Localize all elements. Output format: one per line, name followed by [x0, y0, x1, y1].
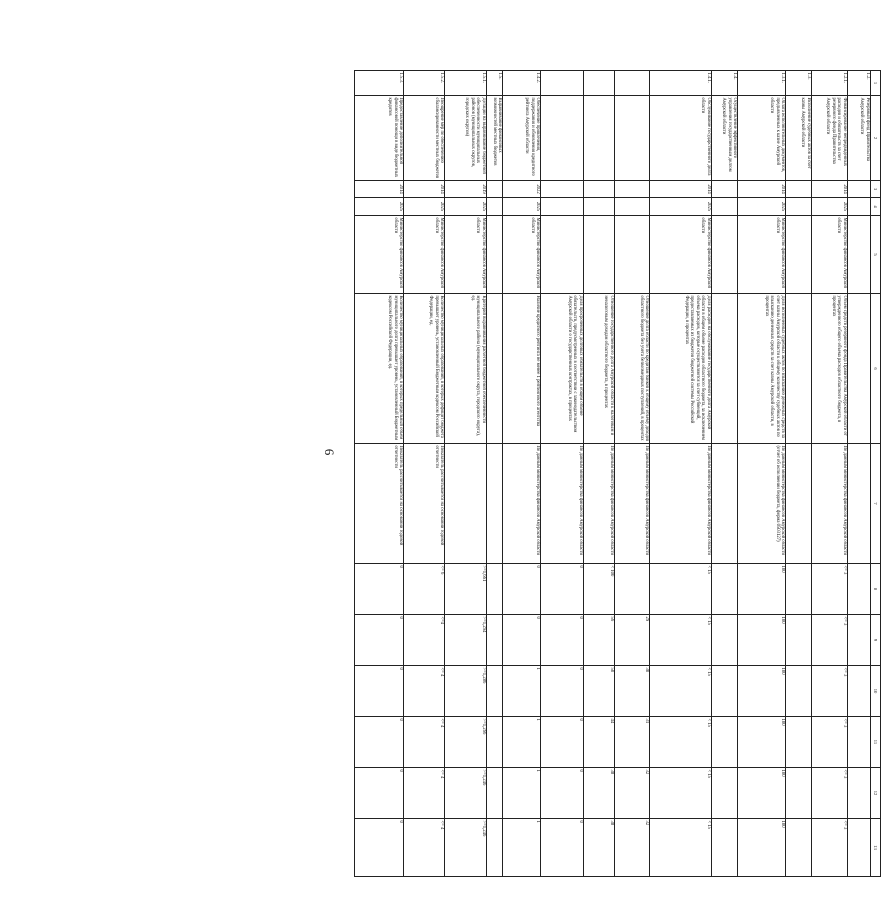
- start-year: [847, 181, 870, 198]
- start-year: [786, 181, 812, 198]
- column-number: 9: [870, 615, 880, 666]
- indicators-table-wrap: [354, 70, 881, 876]
- indicator-value: [711, 666, 738, 717]
- indicator-value: <= 4: [404, 717, 445, 768]
- indicator-value: [711, 615, 738, 666]
- column-number-row: [870, 71, 880, 877]
- item-number: 1.4.2.: [503, 71, 541, 96]
- item-number: [583, 71, 614, 96]
- indicator-name: [486, 294, 503, 444]
- start-year: [614, 181, 650, 198]
- end-year: 2025: [503, 198, 541, 216]
- indicator-value: <= 3: [811, 768, 847, 819]
- column-number: 5: [870, 216, 880, 294]
- activity-name: [541, 96, 583, 181]
- indicator-value: 0: [541, 717, 583, 768]
- end-year: 2025: [811, 198, 847, 216]
- indicator-value: [786, 615, 812, 666]
- table-row: [847, 71, 870, 877]
- indicator-value: 50: [583, 666, 614, 717]
- end-year: [486, 198, 503, 216]
- column-number: 10: [870, 666, 880, 717]
- responsible-executor: Министерство финансов Амурской области: [355, 216, 404, 294]
- indicator-value: [711, 717, 738, 768]
- indicator-value: 100: [738, 717, 786, 768]
- data-source: [486, 444, 503, 564]
- indicator-value: 1: [503, 717, 541, 768]
- activity-name: [583, 96, 614, 181]
- start-year: 2019: [445, 181, 486, 198]
- indicator-value: < 100: [583, 564, 614, 615]
- indicator-value: <= 4: [404, 768, 445, 819]
- indicator-value: >=1,266: [445, 717, 486, 768]
- start-year: [486, 181, 503, 198]
- indicator-name: Отношение долга области по кредитам банков к общему объему доходов областного бюджета без учета безвозмездных поступлений, в процентах: [614, 294, 650, 444]
- end-year: [711, 198, 738, 216]
- indicator-value: 100: [738, 615, 786, 666]
- indicator-value: 1: [503, 666, 541, 717]
- responsible-executor: [486, 216, 503, 294]
- indicator-value: 31: [614, 717, 650, 768]
- indicator-value: <= 6: [404, 564, 445, 615]
- item-number: 1.3.1.: [738, 71, 786, 96]
- indicator-value: < 15: [650, 615, 711, 666]
- indicator-value: 1: [503, 768, 541, 819]
- activity-name: Осуществление эффективного управления государственным долгом Амурской области: [711, 96, 738, 181]
- indicator-value: [786, 564, 812, 615]
- item-number: 1.5.: [486, 71, 503, 96]
- data-source: По данным министерства финансов Амурской области: [811, 444, 847, 564]
- indicator-value: [486, 717, 503, 768]
- activity-name: Оплата исполнительных документов, предъявленных к казне Амурской области: [738, 96, 786, 181]
- indicator-value: < 15: [650, 819, 711, 877]
- data-source: [847, 444, 870, 564]
- responsible-executor: [583, 216, 614, 294]
- indicator-value: 0: [541, 564, 583, 615]
- data-source: Показатель рассчитывается на основании годовой отчетности: [404, 444, 445, 564]
- indicator-name: [847, 294, 870, 444]
- end-year: [786, 198, 812, 216]
- column-number: 2: [870, 96, 880, 181]
- indicator-value: >=1,286: [445, 666, 486, 717]
- indicator-value: < 15: [650, 768, 711, 819]
- indicator-value: <= 3: [811, 819, 847, 877]
- indicator-value: [486, 615, 503, 666]
- column-number: 3: [870, 181, 880, 198]
- indicator-value: 0: [355, 564, 404, 615]
- item-number: 1.4.: [711, 71, 738, 96]
- item-number: 1.3.: [786, 71, 812, 96]
- end-year: 2025: [650, 198, 711, 216]
- activity-name: Предоставление дополнительной финансовой помощи в виде бюджетных кредитов: [355, 96, 404, 181]
- table-row: [811, 71, 847, 877]
- indicator-value: 0: [503, 615, 541, 666]
- table-row: [711, 71, 738, 877]
- indicator-value: 0: [355, 768, 404, 819]
- responsible-executor: [614, 216, 650, 294]
- data-source: По данным министерства финансов Амурской области: [650, 444, 711, 564]
- indicator-value: <= 3: [811, 666, 847, 717]
- indicator-name: Наличие кредитного рейтинга не менее 1 рейтингового агентства: [503, 294, 541, 444]
- indicator-value: < 15: [650, 564, 711, 615]
- indicator-value: 0: [541, 666, 583, 717]
- column-number: 12: [870, 768, 880, 819]
- column-number: 11: [870, 717, 880, 768]
- indicator-value: <=4: [404, 615, 445, 666]
- start-year: 2014: [738, 181, 786, 198]
- end-year: 2025: [738, 198, 786, 216]
- column-number: 8: [870, 564, 880, 615]
- column-number: 1: [870, 71, 880, 96]
- indicator-name: [786, 294, 812, 444]
- activity-name: Обеспечение привлечения, поддержания и обновления кредитного рейтинга Амурской области: [503, 96, 541, 181]
- indicator-name: Количество муниципальных образований, в которых предельный объем муниципального долга превышает уровень, установленный Бюджетным кодексом Российской Федерации, ед.: [355, 294, 404, 444]
- indicator-value: 0: [503, 564, 541, 615]
- indicator-value: [711, 819, 738, 877]
- indicator-value: 0: [355, 717, 404, 768]
- end-year: [614, 198, 650, 216]
- indicator-value: [786, 717, 812, 768]
- start-year: [541, 181, 583, 198]
- indicator-value: 30: [614, 666, 650, 717]
- indicator-value: 1: [503, 819, 541, 877]
- table-row: [541, 71, 583, 877]
- column-number: 4: [870, 198, 880, 216]
- item-number: 1.5.2.: [404, 71, 445, 96]
- data-source: [711, 444, 738, 564]
- item-number: 1.2.1.: [811, 71, 847, 96]
- table-row: [583, 71, 614, 877]
- end-year: [583, 198, 614, 216]
- start-year: 2014: [650, 181, 711, 198]
- indicator-value: [711, 564, 738, 615]
- indicator-name: Объем средств резервного фонда Правительства Амурской области от утвержденного общего объема расходов областного бюджета, в процентах: [811, 294, 847, 444]
- end-year: [541, 198, 583, 216]
- responsible-executor: Министерство финансов Амурской области: [650, 216, 711, 294]
- indicator-name: Доля просроченных долговых обязательств в общем объеме обязательств, предусмотренных в соответствии с законодательством Амурской области о государственных контрактах, в процентах: [541, 294, 583, 444]
- indicator-value: >=1,246: [445, 768, 486, 819]
- indicator-value: 0: [541, 615, 583, 666]
- table-row: [445, 71, 486, 877]
- data-source: Показатель рассчитывается на основании годовой отчетности: [355, 444, 404, 564]
- indicator-value: 32: [614, 768, 650, 819]
- activity-name: Выравнивание финансовых возможностей местных бюджетов: [486, 96, 503, 181]
- activity-name: Резервный фонд Правительства Амурской области: [847, 96, 870, 181]
- item-number: 1.2.: [847, 71, 870, 96]
- responsible-executor: Министерство финансов Амурской области: [811, 216, 847, 294]
- responsible-executor: [786, 216, 812, 294]
- indicator-name: Количество муниципальных образований, в которых дефицит бюджета превышает уровень, установленный Бюджетным кодексом Российской Федерации, ед.: [404, 294, 445, 444]
- indicator-value: 44: [583, 717, 614, 768]
- indicator-value: >=1,661: [445, 564, 486, 615]
- activity-name: Поощрение мер по обеспечению сбалансированности местных бюджетов: [404, 96, 445, 181]
- indicator-value: 0: [541, 768, 583, 819]
- indicator-value: [486, 564, 503, 615]
- indicator-value: [847, 768, 870, 819]
- data-source: По данным министерства финансов Амурской области: [614, 444, 650, 564]
- start-year: 2014: [355, 181, 404, 198]
- indicator-value: <= 3: [811, 717, 847, 768]
- table-row: [650, 71, 711, 877]
- table-row: [786, 71, 812, 877]
- indicator-value: [486, 666, 503, 717]
- indicator-value: [786, 819, 812, 877]
- activity-name: Исполнение судебных актов за счет казны Амурской области: [786, 96, 812, 181]
- data-source: По данным министерства финансов Амурской области: [503, 444, 541, 564]
- indicator-value: [786, 666, 812, 717]
- indicator-value: <= 4: [404, 666, 445, 717]
- responsible-executor: Министерство финансов Амурской области: [404, 216, 445, 294]
- indicator-value: [486, 768, 503, 819]
- table-row: [503, 71, 541, 877]
- activity-name: Обслуживание государственного долга области: [650, 96, 711, 181]
- indicator-value: 32: [614, 819, 650, 877]
- end-year: 2025: [404, 198, 445, 216]
- indicator-value: 56: [583, 615, 614, 666]
- indicator-value: 0: [355, 615, 404, 666]
- page-number: 6: [322, 448, 337, 456]
- start-year: [583, 181, 614, 198]
- responsible-executor: Министерство финансов Амурской области: [738, 216, 786, 294]
- start-year: 2014: [811, 181, 847, 198]
- item-number: 1.5.1.: [445, 71, 486, 96]
- activity-name: Финансирование непредвиденных расходов и обязательств за счет резервного фонда Правительства Амурской области: [811, 96, 847, 181]
- indicator-name: Критерий выравнивания расчетной бюджетной обеспеченности муниципального района (муниципального округа, городского округа), ед.: [445, 294, 486, 444]
- indicator-value: 100: [738, 819, 786, 877]
- indicator-value: < 15: [650, 666, 711, 717]
- indicator-value: [847, 666, 870, 717]
- responsible-executor: [711, 216, 738, 294]
- indicators-table: [354, 70, 881, 877]
- indicator-value: 0: [541, 819, 583, 877]
- end-year: 2025: [355, 198, 404, 216]
- indicator-name: Отношение государственного долга Амурской области к налоговым и неналоговым доходам областного бюджета, в процентах: [583, 294, 614, 444]
- table-row: [404, 71, 445, 877]
- responsible-executor: Министерство финансов Амурской области: [445, 216, 486, 294]
- indicator-value: 38: [583, 819, 614, 877]
- indicator-value: 100: [738, 564, 786, 615]
- indicator-value: 0: [355, 819, 404, 877]
- start-year: 2022: [503, 181, 541, 198]
- data-source: По данным министерства финансов Амурской области: [541, 444, 583, 564]
- data-source: По данным министерства финансов Амурской области (отчет об исполнении бюджета, форма 0503127): [738, 444, 786, 564]
- indicator-value: [847, 819, 870, 877]
- indicator-name: Доля исполненных судебных актов по взысканию денежных средств за счет казны Амурской области к общему количеству судебных актов по взысканию денежных средств за счет казны Амурской области, в процентах: [738, 294, 786, 444]
- start-year: 2014: [404, 181, 445, 198]
- data-source: По данным министерства финансов Амурской области: [583, 444, 614, 564]
- indicator-value: 0: [355, 666, 404, 717]
- indicator-value: 100: [738, 768, 786, 819]
- column-number: 13: [870, 819, 880, 877]
- column-number: 6: [870, 294, 880, 444]
- item-number: 1.4.1.: [650, 71, 711, 96]
- indicator-value: <= 3: [811, 564, 847, 615]
- item-number: [541, 71, 583, 96]
- table-row: [614, 71, 650, 877]
- indicator-value: >=1,294: [445, 615, 486, 666]
- column-number: 7: [870, 444, 880, 564]
- table-row: [738, 71, 786, 877]
- indicator-value: [847, 717, 870, 768]
- indicator-value: 29: [614, 615, 650, 666]
- start-year: [711, 181, 738, 198]
- indicator-value: >=1,246: [445, 819, 486, 877]
- end-year: 2025: [445, 198, 486, 216]
- table-row: [355, 71, 404, 877]
- end-year: [847, 198, 870, 216]
- indicator-value: [847, 615, 870, 666]
- indicator-value: 38: [583, 768, 614, 819]
- data-source: [445, 444, 486, 564]
- responsible-executor: [847, 216, 870, 294]
- activity-name: [614, 96, 650, 181]
- indicator-value: < 15: [650, 717, 711, 768]
- indicator-value: [711, 768, 738, 819]
- data-source: [786, 444, 812, 564]
- indicator-name: [711, 294, 738, 444]
- indicator-value: <= 4: [404, 819, 445, 877]
- indicator-value: 100: [738, 666, 786, 717]
- item-number: 1.5.3.: [355, 71, 404, 96]
- indicator-name: Доля расходов на обслуживание государственного долга Амурской области в общем объеме расходов областного бюджета, за исключением объема расходов, которые осуществляются за счет субвенций, предоставляемых из бюджетов бюджетной системы Российской Федерации, в процентах: [650, 294, 711, 444]
- indicator-value: [614, 564, 650, 615]
- indicator-value: [847, 564, 870, 615]
- indicator-value: [786, 768, 812, 819]
- responsible-executor: [541, 216, 583, 294]
- table-row: [486, 71, 503, 877]
- item-number: [614, 71, 650, 96]
- indicator-value: <= 3: [811, 615, 847, 666]
- activity-name: Дотации на выравнивание бюджетной обеспеченности муниципальных районов (муниципальных округов, городских округов): [445, 96, 486, 181]
- responsible-executor: Министерство финансов Амурской области: [503, 216, 541, 294]
- indicator-value: [486, 819, 503, 877]
